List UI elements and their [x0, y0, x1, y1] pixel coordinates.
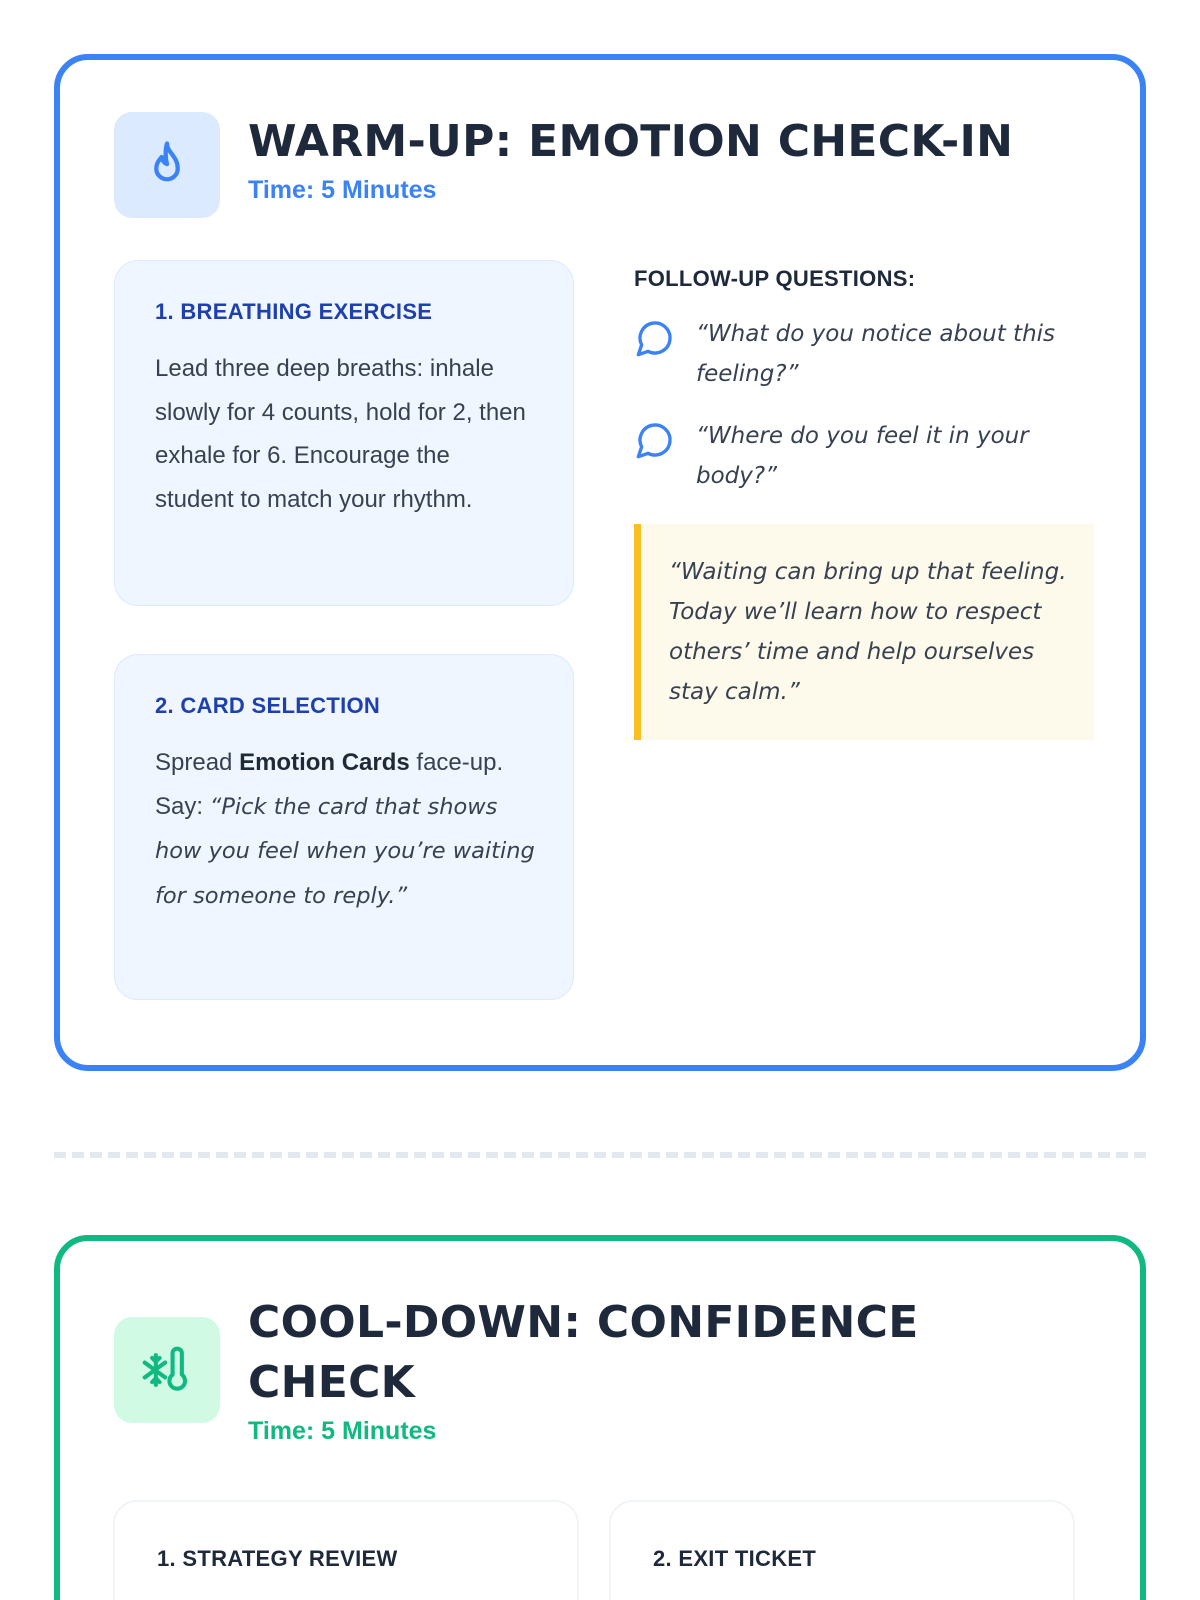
follow-up-question: [634, 416, 1094, 496]
follow-up-question-text: “Where do you feel it in your body?”: [696, 423, 1029, 489]
strategy-review-box: [113, 1500, 579, 1600]
card-selection-text: Spread Emotion Cards face-up. Say: “Pick the card that shows how you feel when you’re waiting for someone to reply.”: [155, 749, 535, 909]
breathing-exercise-title: 1. BREATHING EXERCISE: [155, 299, 433, 324]
warm-up-card: [54, 54, 1146, 1071]
follow-up-question-text: “What do you notice about this feeling?”: [696, 321, 1056, 387]
section-divider: [54, 1152, 1146, 1158]
warm-up-title: WARM-UP: EMOTION CHECK-IN: [248, 116, 1014, 167]
exit-ticket-title: 2. EXIT TICKET: [653, 1546, 817, 1571]
breathing-exercise-text: Lead three deep breaths: inhale slowly for 4 counts, hold for 2, then exhale for 6. Encourage the student to match your rhythm.: [155, 355, 526, 513]
card-selection-title: 2. CARD SELECTION: [155, 693, 381, 718]
card-selection-box: [114, 654, 574, 1000]
warm-up-time: Time: 5 Minutes: [248, 176, 437, 204]
card-selection-prompt: “Pick the card that shows how you feel when you’re waiting for someone to reply.”: [155, 793, 535, 909]
emotion-cards-label: Emotion Cards: [239, 749, 410, 776]
cool-down-time: Time: 5 Minutes: [248, 1417, 437, 1445]
chat-bubble-icon: [634, 420, 676, 460]
follow-up-questions: [634, 266, 1094, 740]
warm-up-header: [114, 112, 1013, 218]
cool-down-title: COOL-DOWN: CONFIDENCE CHECK: [248, 1297, 919, 1408]
cool-down-header: [114, 1293, 948, 1446]
exit-ticket-box: [609, 1500, 1075, 1600]
breathing-exercise-box: [114, 260, 574, 606]
script-quote: “Waiting can bring up that feeling. Today we’ll learn how to respect others’ time and help ourselves stay calm.”: [634, 524, 1094, 740]
thermometer-snowflake-icon: [114, 1317, 220, 1423]
flame-icon: [114, 112, 220, 218]
follow-up-heading: FOLLOW-UP QUESTIONS:: [634, 266, 916, 291]
strategy-review-title: 1. STRATEGY REVIEW: [157, 1546, 398, 1571]
follow-up-question: [634, 314, 1094, 394]
chat-bubble-icon: [634, 318, 676, 358]
